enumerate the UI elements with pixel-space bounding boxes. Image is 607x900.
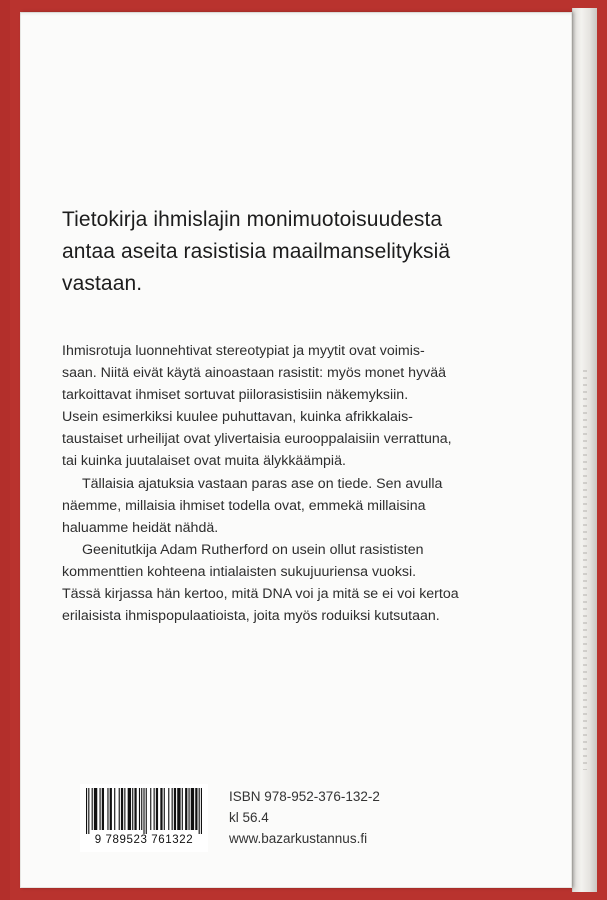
barcode-bar (94, 788, 97, 830)
blurb-line: Tässä kirjassa hän kertoo, mitä DNA voi ja mitä se ei voi kertoa (62, 586, 459, 603)
barcode-bar (150, 788, 151, 830)
barcode-bar (119, 788, 120, 830)
barcode-bar (141, 788, 142, 830)
barcode-bar (191, 788, 194, 830)
barcode-bar (146, 788, 147, 834)
barcode-bar (188, 788, 189, 830)
headline-line: Tietokirja ihmislajin monimuotoisuudesta (62, 208, 443, 231)
barcode-bar (86, 788, 87, 834)
barcode-bar (110, 788, 112, 830)
barcode-bar (132, 788, 133, 830)
blurb (62, 340, 532, 627)
barcode-bar (134, 788, 136, 830)
barcode-bar (114, 788, 115, 830)
publication-info (229, 786, 380, 849)
publisher-website: www.bazarkustannus.fi (229, 831, 368, 846)
blurb-line: tai kuinka juutalaiset ovat muita älykkäämpiä. (62, 453, 346, 470)
barcode-bar (156, 788, 158, 830)
barcode-bar (177, 788, 180, 830)
barcode-bar (143, 788, 144, 834)
barcode-bar (201, 788, 202, 834)
barcode-number: 9 789523 761322 (94, 834, 194, 846)
blurb-line: tarkoittavat ihmiset sortuvat piilorasistisiin näkemyksiin. (62, 387, 409, 404)
barcode-bar (100, 788, 101, 830)
barcode-bar (182, 788, 183, 830)
barcode-bar (102, 788, 104, 830)
barcode-bar (139, 788, 140, 830)
barcode-bar (128, 788, 131, 830)
library-class: kl 56.4 (229, 810, 269, 825)
barcode-bar (164, 788, 165, 830)
barcode-bar (172, 788, 173, 830)
barcode-bar (121, 788, 123, 830)
background (0, 0, 10, 900)
barcode (80, 784, 208, 852)
blurb-line: Tällaisia ajatuksia vastaan paras ase on tiede. Sen avulla (82, 475, 443, 492)
headline-line: vastaan. (62, 272, 143, 295)
blurb-line: näemme, millaisia ihmiset todella ovat, emmekä millaisina (62, 497, 426, 514)
blurb-line: Ihmisrotuja luonnehtivat stereotypiat ja myytit ovat voimis- (62, 343, 425, 359)
isbn: ISBN 978-952-376-132-2 (229, 789, 380, 804)
blurb-line: taustaiset urheilijat ovat ylivertaisia eurooppalaisiin verrattuna, (62, 431, 452, 448)
barcode-bar (195, 788, 197, 830)
barcode-bar (160, 788, 162, 830)
barcode-bar (185, 788, 187, 830)
barcode-bar (92, 788, 93, 830)
barcode-bar (174, 788, 176, 830)
barcode-bar (88, 788, 89, 834)
blurb-line: erilaisista ihmispopulaatioista, joita myös roduiksi kutsutaan. (62, 608, 440, 625)
blurb-line: saan. Niitä eivät käytä ainoastaan rasistit: myös monet hyvää (62, 365, 447, 382)
barcode-bar (154, 788, 155, 830)
barcode-bar (124, 788, 125, 830)
barcode-bar (168, 788, 169, 830)
headline-line: antaa aseita rasistisia maailmanselityksiä (62, 240, 451, 263)
barcode-bar (107, 788, 108, 830)
blurb-line: Usein esimerkiksi kuulee puhuttavan, kuinka afrikkalais- (62, 409, 413, 426)
barcode-bars (86, 788, 202, 834)
blurb-line: haluamme heidät nähdä. (62, 519, 219, 536)
barcode-bar (199, 788, 200, 834)
spine-print (583, 370, 587, 770)
blurb-line: Geenitutkija Adam Rutherford on usein ollut rasististen (82, 541, 424, 558)
blurb-line: kommenttien kohteena intialaisten sukujuuriensa vuoksi. (62, 563, 417, 580)
headline (62, 204, 542, 300)
